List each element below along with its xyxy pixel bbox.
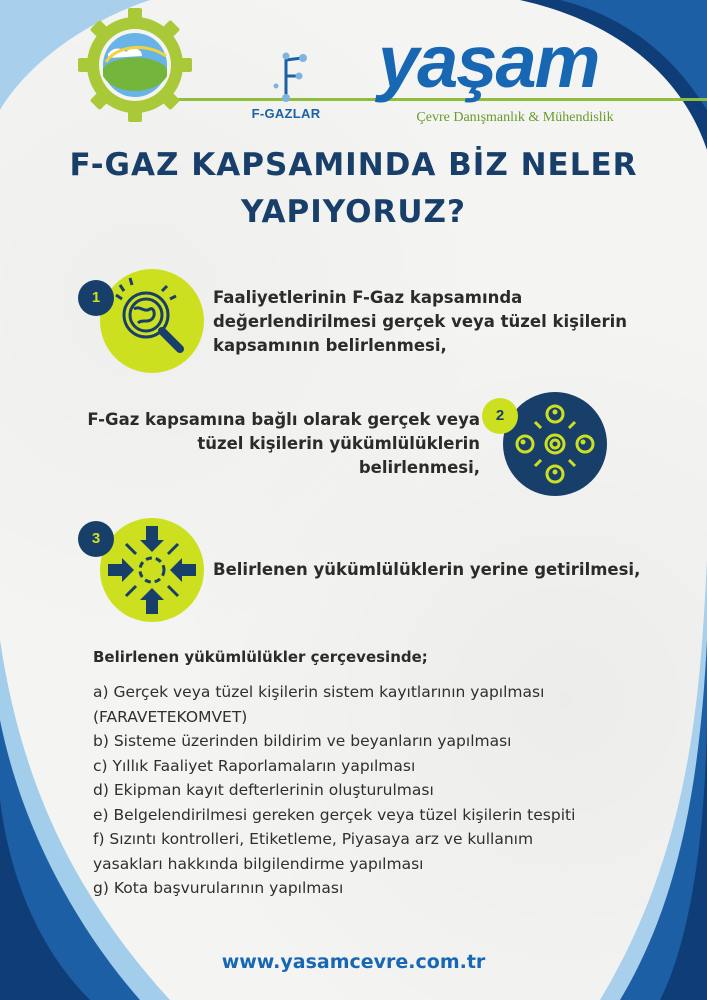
eco-gear-logo-icon [76,6,194,124]
list-item: g) Kota başvurularının yapılması [93,879,344,897]
yasam-brand-name: yaşam [378,20,599,103]
f-gazlar-logo-text: F-GAZLAR [251,106,321,121]
list-item: a) Gerçek veya tüzel kişilerin sistem kayıtlarının yapılması [93,683,545,701]
obligations-list [93,680,653,901]
step-2-text: F-Gaz kapsamına bağlı olarak gerçek veya tüzel kişilerin yükümlülüklerin belirlenmesi, [87,410,480,477]
obligations-heading: Belirlenen yükümlülükler çerçevesinde; [93,648,428,666]
list-item: yasakları hakkında bilgilendirme yapılması [93,854,424,873]
step-1-text: Faaliyetlerinin F-Gaz kapsamında değerlendirilmesi gerçek veya tüzel kişilerin kapsamının belirlenmesi, [213,288,627,355]
list-item: d) Ekipman kayıt defterlerinin oluşturulması [93,781,434,799]
title-line-1: F-GAZ KAPSAMINDA BİZ NELER [69,147,638,183]
list-item: c) Yıllık Faaliyet Raporlamaların yapılması [93,756,416,775]
converging-arrows-icon [100,518,204,622]
list-item: b) Sisteme üzerinden bildirim ve beyanların yapılması [93,732,512,750]
magnifier-globe-gear-icon [100,269,204,373]
page-title [40,142,667,236]
f-gazlar-logo [246,48,326,124]
yasam-brand-tagline: Çevre Danışmanlık & Mühendislik [416,110,614,125]
step-3-icon-circle [100,518,204,622]
step-1-icon-circle [100,269,204,373]
people-gear-cycle-icon [503,392,607,496]
molecule-icon [246,48,326,106]
list-item: e) Belgelendirilmesi gereken gerçek veya tüzel kişilerin tespiti [93,805,576,824]
step-3-text: Belirlenen yükümlülüklerin yerine getirilmesi, [213,560,641,579]
list-item: (FARAVETEKOMVET) [93,707,248,726]
website-link[interactable]: www.yasamcevre.com.tr [221,951,486,973]
step-2-badge: 2 [482,398,518,434]
step-1-badge: 1 [78,280,114,316]
step-2-icon-circle [503,392,607,496]
title-line-2: YAPIYORUZ? [241,194,466,230]
step-3-badge: 3 [78,521,114,557]
list-item: f) Sızıntı kontrolleri, Etiketleme, Piyasaya arz ve kullanım [93,830,534,848]
